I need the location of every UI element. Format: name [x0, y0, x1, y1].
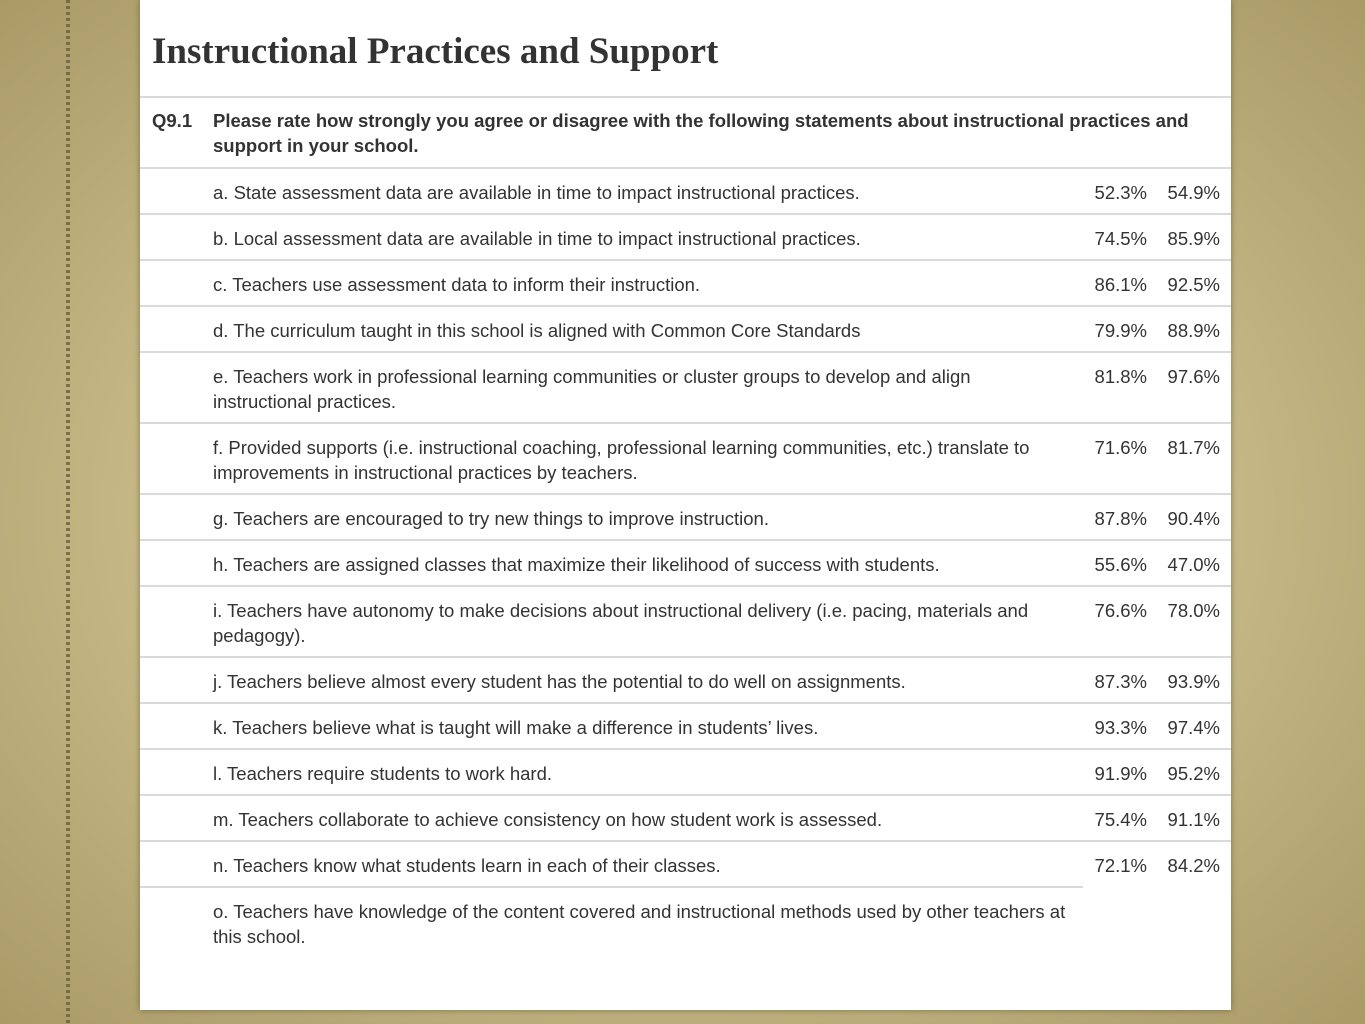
question-number: Q9.1 — [152, 110, 193, 131]
table-row — [140, 353, 1231, 424]
table-row — [140, 796, 1231, 842]
value-col-2: 95.2% — [1167, 763, 1220, 784]
value-col-1: 91.9% — [1094, 763, 1147, 784]
table-row — [140, 424, 1231, 495]
statement-text: m. Teachers collaborate to achieve consistency on how student work is assessed. — [213, 809, 883, 830]
statement-text: b. Local assessment data are available in time to impact instructional practices. — [213, 228, 861, 249]
value-col-2: 78.0% — [1167, 600, 1220, 621]
statement-text: j. Teachers believe almost every student has the potential to do well on assignments. — [213, 671, 906, 692]
value-col-2: 90.4% — [1167, 508, 1220, 529]
value-col-2: 47.0% — [1167, 554, 1220, 575]
statement-text: o. Teachers have knowledge of the content covered and instructional methods used by other teachers at this school. — [213, 901, 1066, 947]
value-col-1: 81.8% — [1094, 366, 1147, 387]
value-col-1: 87.3% — [1094, 671, 1147, 692]
statement-text: k. Teachers believe what is taught will make a difference in students’ lives. — [213, 717, 819, 738]
value-col-2: 81.7% — [1167, 437, 1220, 458]
binder-stitching — [66, 0, 70, 1024]
table-row — [140, 169, 1231, 215]
statement-text: h. Teachers are assigned classes that maximize their likelihood of success with students. — [213, 554, 940, 575]
value-col-1: 75.4% — [1094, 809, 1147, 830]
slide-title: Instructional Practices and Support — [152, 31, 719, 72]
statement-text: a. State assessment data are available in time to impact instructional practices. — [213, 182, 860, 203]
table-row — [140, 888, 1231, 959]
value-col-2: 97.6% — [1167, 366, 1220, 387]
statement-text: n. Teachers know what students learn in each of their classes. — [213, 855, 721, 876]
slide-sheet — [140, 0, 1231, 1010]
value-col-2: 97.4% — [1167, 717, 1220, 738]
table-row — [140, 261, 1231, 307]
statement-text: i. Teachers have autonomy to make decisions about instructional delivery (i.e. pacing, materials and pedagogy). — [213, 600, 1029, 646]
table-row — [140, 842, 1231, 888]
value-col-1: 55.6% — [1094, 554, 1147, 575]
table-row — [140, 495, 1231, 541]
value-col-1: 79.9% — [1094, 320, 1147, 341]
title-divider — [140, 96, 1231, 98]
question-text: Please rate how strongly you agree or disagree with the following statements about instructional practices and support in your school. — [213, 110, 1189, 156]
statement-text: g. Teachers are encouraged to try new things to improve instruction. — [213, 508, 769, 529]
table-row — [140, 541, 1231, 587]
value-col-2: 88.9% — [1167, 320, 1220, 341]
statement-text: d. The curriculum taught in this school is aligned with Common Core Standards — [213, 320, 861, 341]
table-row — [140, 307, 1231, 353]
value-col-1: 72.1% — [1094, 855, 1147, 876]
table-row — [140, 587, 1231, 658]
value-col-2: 93.9% — [1167, 671, 1220, 692]
table-row — [140, 215, 1231, 261]
table-row — [140, 658, 1231, 704]
value-col-2: 92.5% — [1167, 274, 1220, 295]
statement-text: l. Teachers require students to work hard. — [213, 763, 552, 784]
value-col-1: 86.1% — [1094, 274, 1147, 295]
value-col-1: 52.3% — [1094, 182, 1147, 203]
value-col-2: 91.1% — [1167, 809, 1220, 830]
value-col-2: 85.9% — [1167, 228, 1220, 249]
value-col-1: 76.6% — [1094, 600, 1147, 621]
table-row — [140, 704, 1231, 750]
statement-text: e. Teachers work in professional learning communities or cluster groups to develop and align instructional practices. — [213, 366, 971, 412]
value-col-2: 54.9% — [1167, 182, 1220, 203]
value-col-1: 87.8% — [1094, 508, 1147, 529]
value-col-1: 74.5% — [1094, 228, 1147, 249]
value-col-1: 93.3% — [1094, 717, 1147, 738]
value-col-2: 84.2% — [1167, 855, 1220, 876]
statement-table — [140, 169, 1231, 959]
statement-text: c. Teachers use assessment data to inform their instruction. — [213, 274, 701, 295]
value-col-1: 71.6% — [1094, 437, 1147, 458]
table-row — [140, 750, 1231, 796]
statement-text: f. Provided supports (i.e. instructional coaching, professional learning communities, etc.) translate to improvements in instructional practices by teachers. — [213, 437, 1030, 483]
